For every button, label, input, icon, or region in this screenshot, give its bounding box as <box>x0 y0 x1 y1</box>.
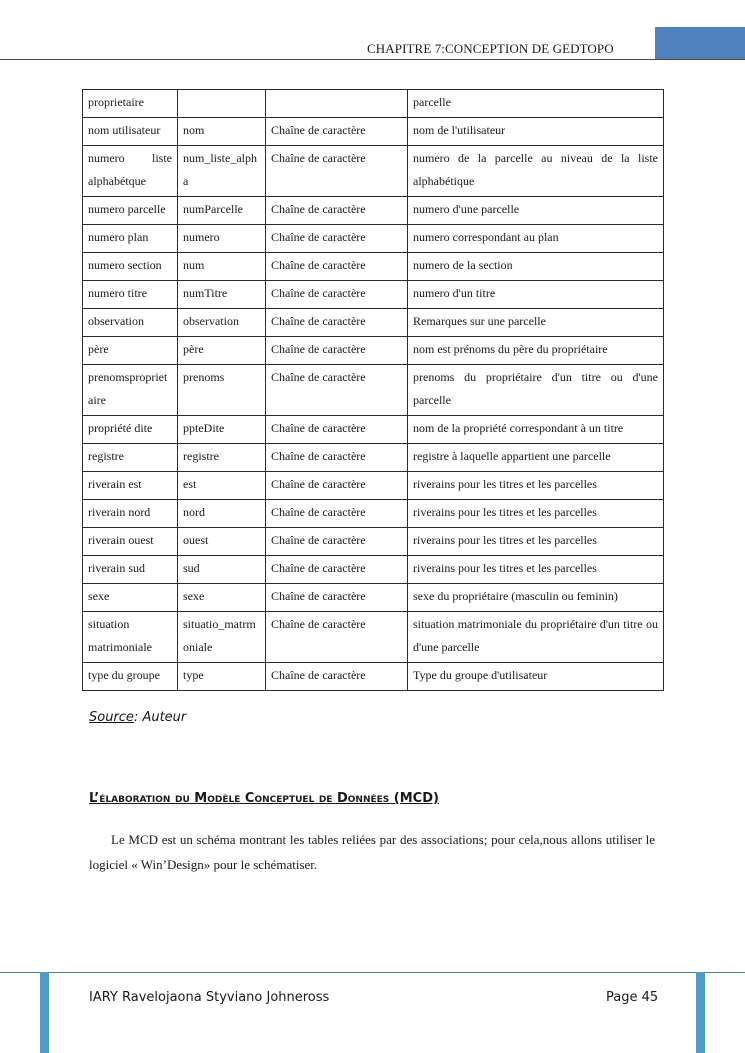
table-cell <box>178 90 266 118</box>
table-cell: nom <box>178 118 266 146</box>
table-cell: riverain sud <box>83 556 178 584</box>
footer-right-bar <box>696 972 705 1053</box>
table-cell: situation matrimoniale <box>83 612 178 663</box>
table-row <box>83 444 664 472</box>
table-cell: registre <box>83 444 178 472</box>
table-cell: sexe <box>83 584 178 612</box>
table-cell: Chaîne de caractère <box>266 197 408 225</box>
table-cell: est <box>178 472 266 500</box>
table-row <box>83 663 664 691</box>
table-cell: nom est prénoms du père du propriétaire <box>408 337 664 365</box>
table-cell: numParcelle <box>178 197 266 225</box>
table-cell: ppteDite <box>178 416 266 444</box>
table-row <box>83 197 664 225</box>
table-cell: numero de la section <box>408 253 664 281</box>
table-cell: numero de la parcelle au niveau de la liste alphabétique <box>408 146 664 197</box>
table-row <box>83 556 664 584</box>
table-cell: parcelle <box>408 90 664 118</box>
table-cell: propriété dite <box>83 416 178 444</box>
table-cell: nom de la propriété correspondant à un titre <box>408 416 664 444</box>
table-cell: Chaîne de caractère <box>266 584 408 612</box>
table-cell: Chaîne de caractère <box>266 253 408 281</box>
table-row <box>83 612 664 663</box>
table-cell: Type du groupe d'utilisateur <box>408 663 664 691</box>
section-heading: L’élaboration du Modèle Conceptuel de Données (MCD) <box>89 791 439 806</box>
table-row <box>83 118 664 146</box>
table-cell: type du groupe <box>83 663 178 691</box>
table-cell: ouest <box>178 528 266 556</box>
data-dictionary-table <box>82 89 664 691</box>
table-cell: type <box>178 663 266 691</box>
table-cell: numTitre <box>178 281 266 309</box>
table-cell: registre <box>178 444 266 472</box>
table-cell: père <box>83 337 178 365</box>
table-cell: numero section <box>83 253 178 281</box>
table-row <box>83 500 664 528</box>
table-cell: nom utilisateur <box>83 118 178 146</box>
table-cell: numero correspondant au plan <box>408 225 664 253</box>
table-cell: riverain nord <box>83 500 178 528</box>
table-cell: riverain est <box>83 472 178 500</box>
table-body <box>83 90 664 691</box>
table-cell <box>266 90 408 118</box>
table-cell: observation <box>178 309 266 337</box>
table-row <box>83 584 664 612</box>
table-row <box>83 365 664 416</box>
table-cell: riverains pour les titres et les parcelles <box>408 500 664 528</box>
table-cell: Chaîne de caractère <box>266 500 408 528</box>
table-row <box>83 416 664 444</box>
table-cell: riverains pour les titres et les parcelles <box>408 472 664 500</box>
table-cell: Chaîne de caractère <box>266 663 408 691</box>
footer-left-bar <box>40 972 49 1053</box>
table-cell: numero parcelle <box>83 197 178 225</box>
table-cell: Remarques sur une parcelle <box>408 309 664 337</box>
table-cell: Chaîne de caractère <box>266 365 408 416</box>
table-cell: numero d'un titre <box>408 281 664 309</box>
table-cell: situation matrimoniale du propriétaire d'un titre ou d'une parcelle <box>408 612 664 663</box>
table-cell: riverains pour les titres et les parcelles <box>408 528 664 556</box>
table-cell: sexe <box>178 584 266 612</box>
table-cell: Chaîne de caractère <box>266 444 408 472</box>
table-cell: nom de l'utilisateur <box>408 118 664 146</box>
table-row <box>83 90 664 118</box>
table-cell: situatio_matrmoniale <box>178 612 266 663</box>
table-cell: prenoms du propriétaire d'un titre ou d'une parcelle <box>408 365 664 416</box>
table-cell: riverains pour les titres et les parcelles <box>408 556 664 584</box>
table-cell: sud <box>178 556 266 584</box>
table-cell: num <box>178 253 266 281</box>
page-number: Page 45 <box>606 990 659 1005</box>
table-row <box>83 309 664 337</box>
source-label: Source <box>89 710 134 725</box>
source-text: : Auteur <box>133 710 187 725</box>
table-cell: Chaîne de caractère <box>266 225 408 253</box>
table-cell: prenomsproprietaire <box>83 365 178 416</box>
table-cell: registre à laquelle appartient une parcelle <box>408 444 664 472</box>
table-cell: numero titre <box>83 281 178 309</box>
table-cell: Chaîne de caractère <box>266 309 408 337</box>
table-row <box>83 528 664 556</box>
table-cell: Chaîne de caractère <box>266 337 408 365</box>
table-row <box>83 253 664 281</box>
table-cell: Chaîne de caractère <box>266 556 408 584</box>
table-row <box>83 146 664 197</box>
table-cell: observation <box>83 309 178 337</box>
table-cell: Chaîne de caractère <box>266 118 408 146</box>
table-row <box>83 281 664 309</box>
table-cell: père <box>178 337 266 365</box>
table-cell: sexe du propriétaire (masculin ou feminin) <box>408 584 664 612</box>
table-cell: proprietaire <box>83 90 178 118</box>
table-cell: numero d'une parcelle <box>408 197 664 225</box>
table-source <box>89 710 186 725</box>
table-row <box>83 337 664 365</box>
table-cell: Chaîne de caractère <box>266 416 408 444</box>
table-cell: num_liste_alpha <box>178 146 266 197</box>
running-header-title: CHAPITRE 7:CONCEPTION DE GEDTOPO <box>367 41 614 56</box>
table-cell: Chaîne de caractère <box>266 281 408 309</box>
footer-divider <box>0 972 745 973</box>
table-cell: prenoms <box>178 365 266 416</box>
body-paragraph: Le MCD est un schéma montrant les tables reliées par des associations; pour cela,nous allons utiliser le logiciel « Win’Design» pour le schématiser. <box>89 832 655 872</box>
table-cell: numero <box>178 225 266 253</box>
table-cell: nord <box>178 500 266 528</box>
table-cell: Chaîne de caractère <box>266 528 408 556</box>
table-row <box>83 472 664 500</box>
table-cell: numero liste alphabétque <box>83 146 178 197</box>
table-row <box>83 225 664 253</box>
header-divider <box>0 59 745 60</box>
table-cell: riverain ouest <box>83 528 178 556</box>
table-cell: numero plan <box>83 225 178 253</box>
footer-author: IARY Ravelojaona Styviano Johneross <box>89 990 330 1005</box>
table-cell: Chaîne de caractère <box>266 146 408 197</box>
header-accent-block <box>655 27 745 59</box>
table-cell: Chaîne de caractère <box>266 612 408 663</box>
table-cell: Chaîne de caractère <box>266 472 408 500</box>
